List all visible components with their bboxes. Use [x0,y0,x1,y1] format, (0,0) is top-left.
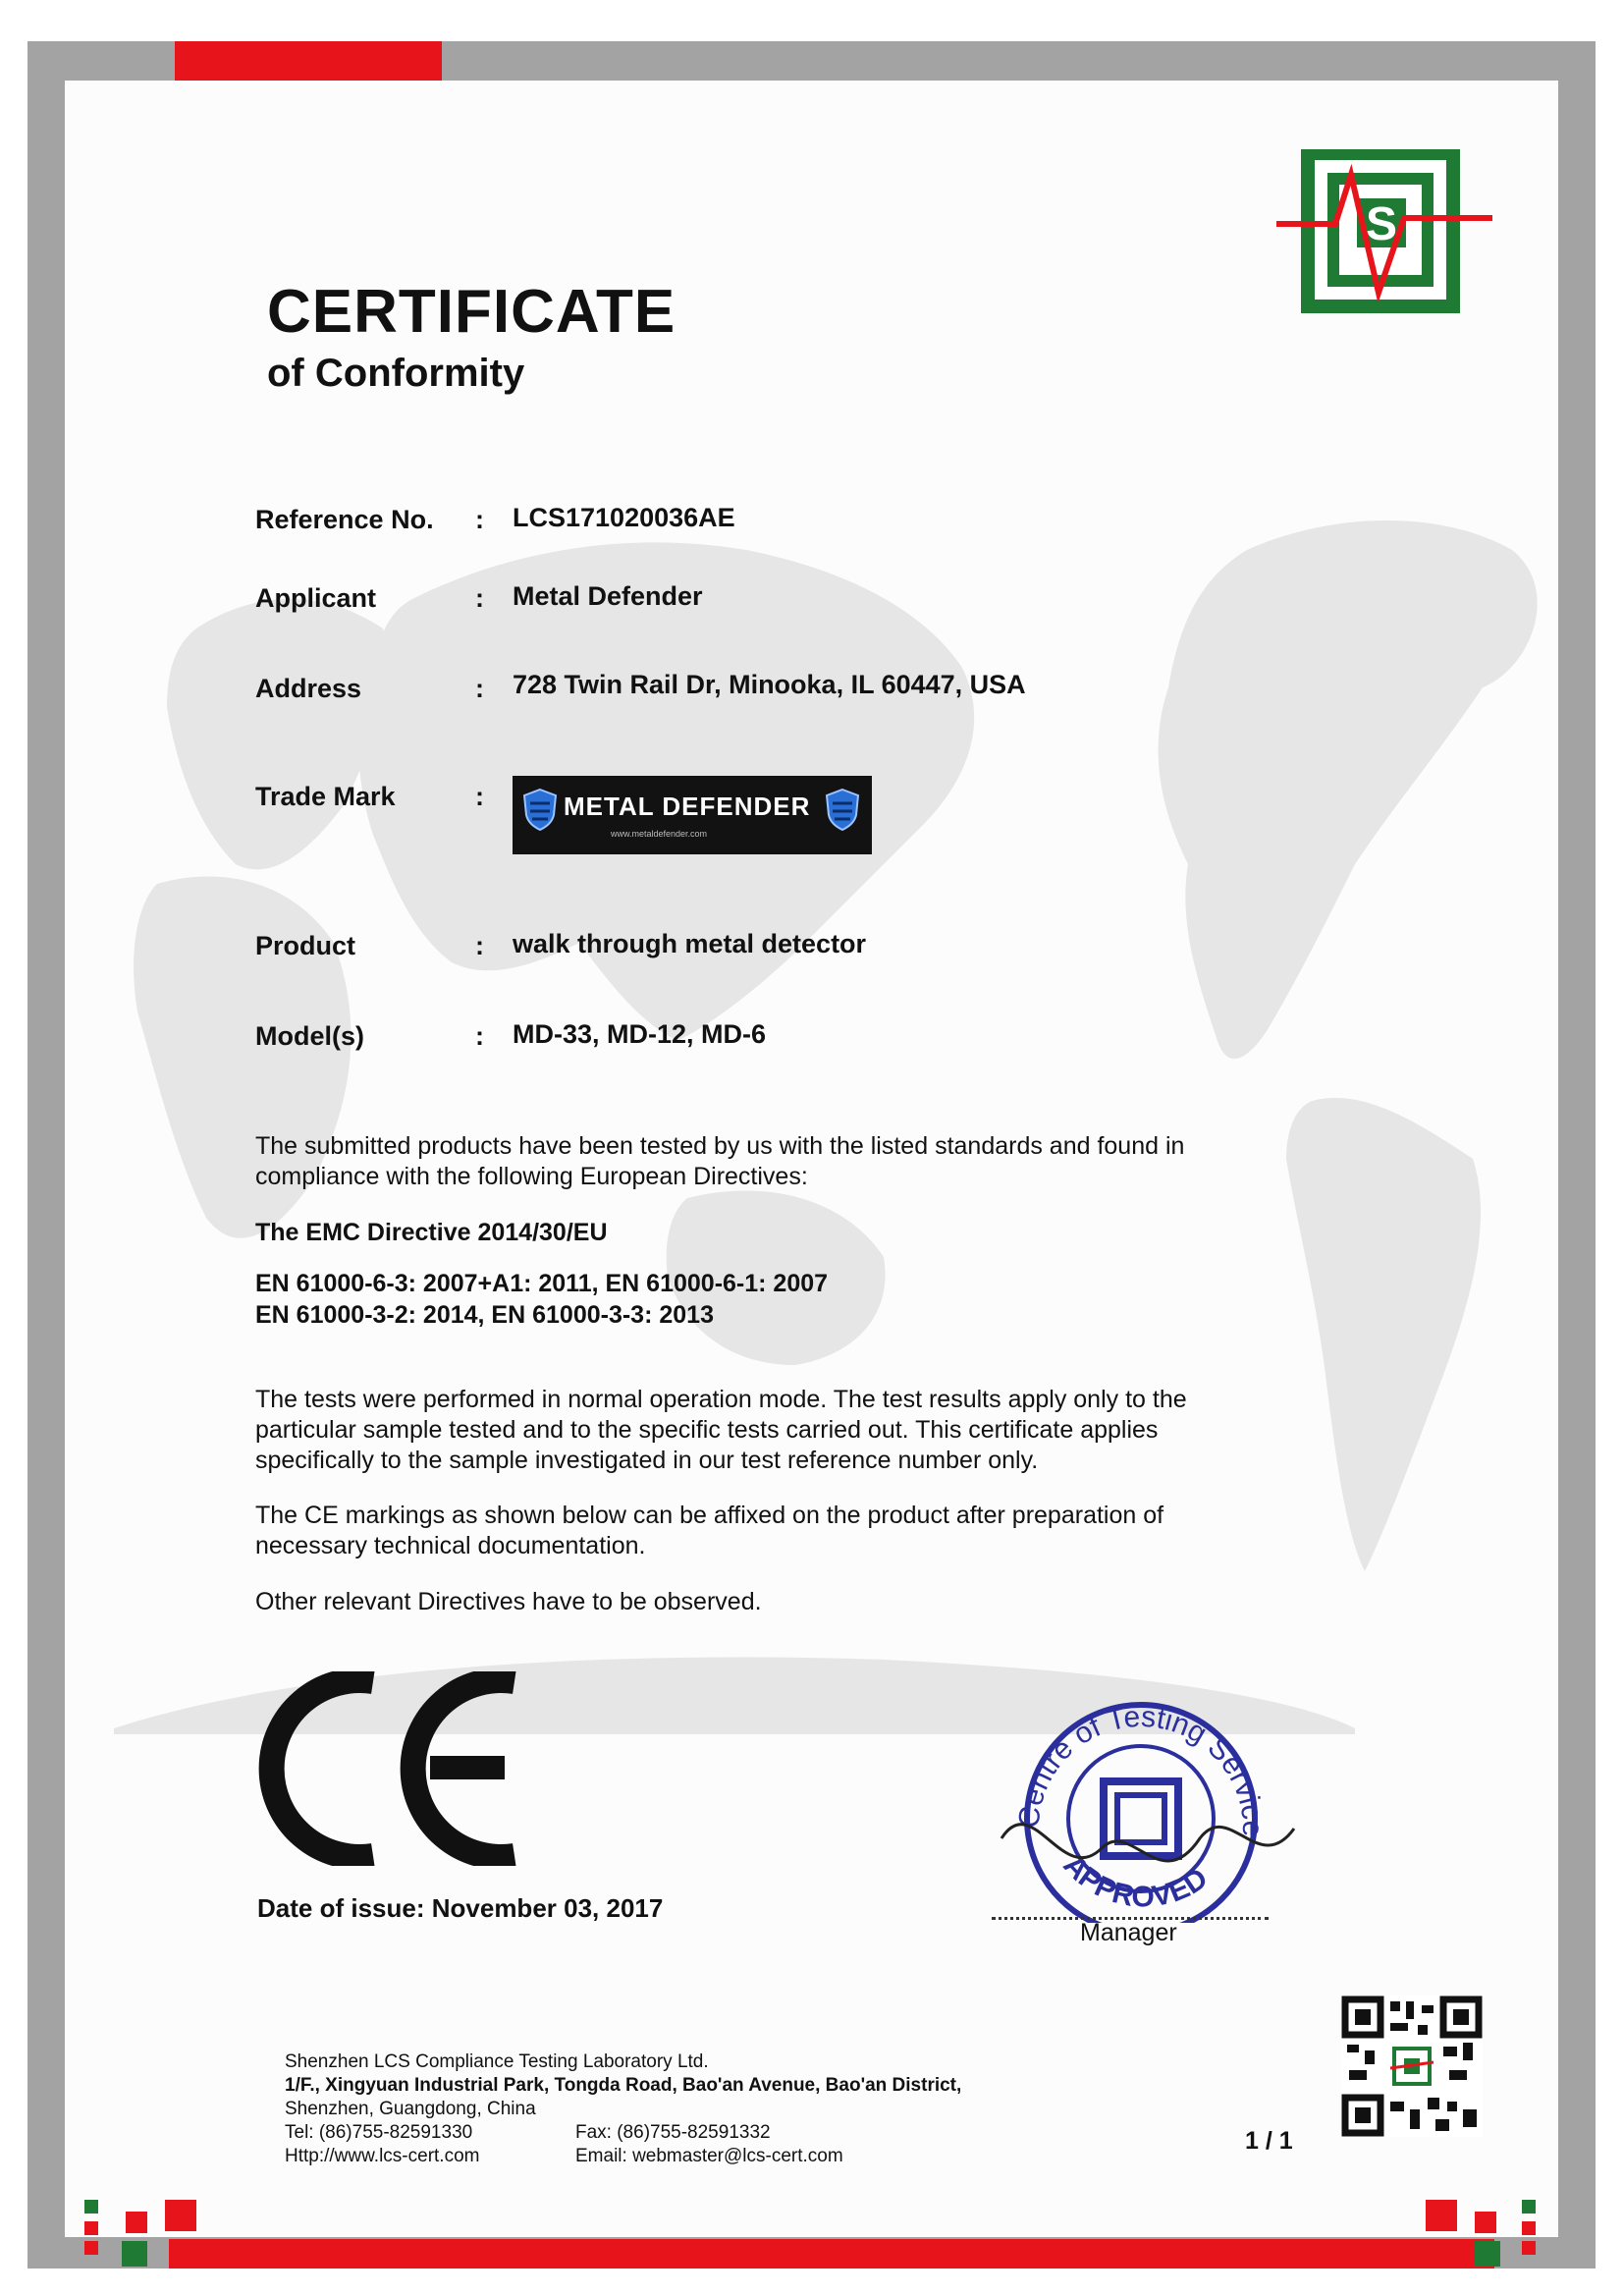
trademark-text: METAL DEFENDER [564,792,811,821]
product-value: walk through metal detector [513,929,867,958]
footer-address-1: 1/F., Xingyuan Industrial Park, Tongda Road, Bao'an Avenue, Bao'an District, [285,2075,962,2096]
intro-paragraph: The submitted products have been tested by us with the listed standards and found in compliance with the following European Directives: [255,1132,1185,1190]
trademark-colon: : [475,782,484,811]
qr-code [1341,1995,1483,2137]
stamp-bottom-text: APPROVED [1056,1848,1214,1914]
applicant-colon: : [475,583,484,613]
models-colon: : [475,1021,484,1051]
shield-icon [825,788,860,831]
footer-web: Http://www.lcs-cert.com [285,2146,480,2166]
lcs-logo [1276,149,1492,316]
tests-paragraph: The tests were performed in normal operation mode. The test results apply only to the particular sample tested and to the specific tests carried out. This certificate applies specifically to the sample investigated in our test reference number only. [255,1386,1187,1474]
manager-label: Manager [1080,1919,1177,1946]
footer-company: Shenzhen LCS Compliance Testing Laboratory Ltd. [285,2051,709,2072]
date-label: Date of issue: [257,1893,425,1923]
standards-line-2: EN 61000-3-2: 2014, EN 61000-3-3: 2013 [255,1301,714,1329]
address-colon: : [475,674,484,703]
stamp-top-text: Centre of Testing Service [1012,1700,1270,1837]
footer-email: Email: webmaster@lcs-cert.com [575,2146,843,2166]
svg-text:Centre of Testing Service [1013,1701,1269,1837]
models-label: Model(s) [255,1021,364,1051]
date-value: November 03, 2017 [431,1893,664,1923]
footer-tel: Tel: (86)755-82591330 [285,2122,473,2143]
certificate-title: CERTIFICATE [267,278,676,346]
trademark-logo [513,776,872,854]
trademark-url: www.metaldefender.com [611,829,708,839]
ce-markings-paragraph: The CE markings as shown below can be affixed on the product after preparation of necessary technical documentation. [255,1502,1164,1559]
certificate-subtitle: of Conformity [267,352,525,395]
address-label: Address [255,674,362,703]
product-label: Product [255,931,356,960]
date-of-issue [257,1893,663,1924]
footer-fax: Fax: (86)755-82591332 [575,2122,771,2143]
models-value: MD-33, MD-12, MD-6 [513,1019,767,1049]
applicant-value: Metal Defender [513,581,703,611]
trademark-label: Trade Mark [255,782,396,811]
reference-colon: : [475,505,484,534]
approved-stamp [994,1691,1298,1923]
svg-text:S: S [1365,198,1398,250]
directive-line: The EMC Directive 2014/30/EU [255,1219,608,1246]
applicant-label: Applicant [255,583,377,613]
other-directives-paragraph: Other relevant Directives have to be observed. [255,1588,762,1615]
shield-icon [522,788,558,831]
product-colon: : [475,931,484,960]
reference-value: LCS171020036AE [513,503,735,532]
ce-mark [257,1671,522,1866]
reference-label: Reference No. [255,505,434,534]
page-number: 1 / 1 [1245,2127,1293,2155]
standards-line-1: EN 61000-6-3: 2007+A1: 2011, EN 61000-6-1: 2007 [255,1270,829,1297]
footer-address-2: Shenzhen, Guangdong, China [285,2099,536,2119]
address-value: 728 Twin Rail Dr, Minooka, IL 60447, USA [513,670,1026,699]
